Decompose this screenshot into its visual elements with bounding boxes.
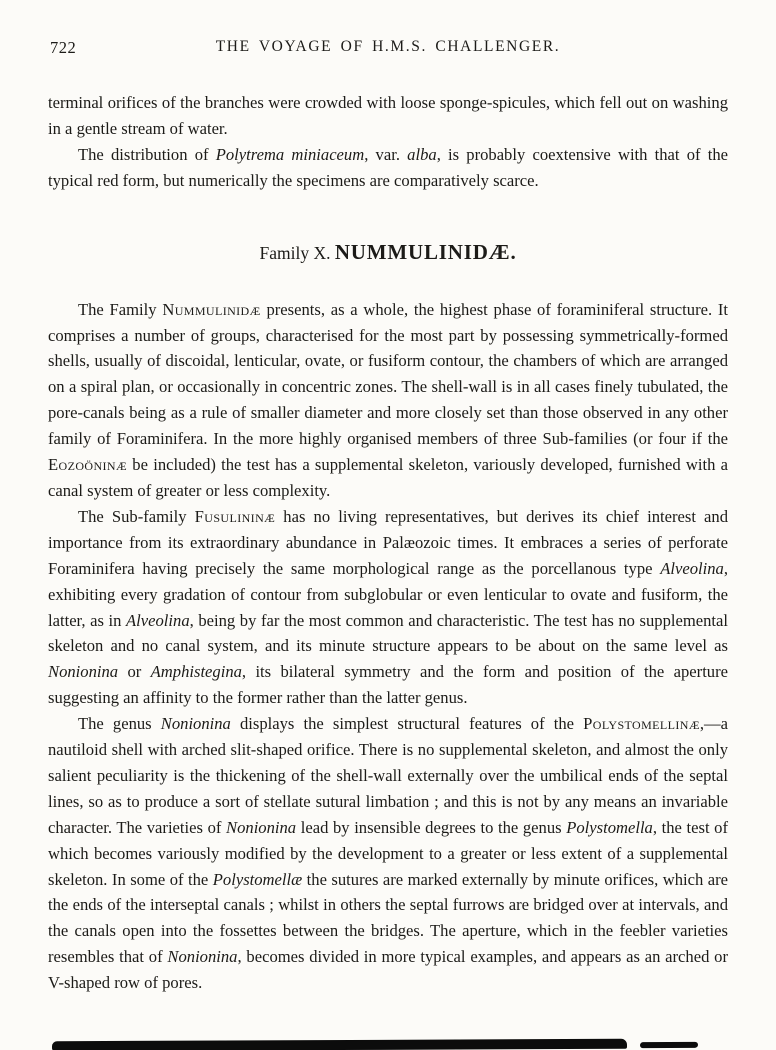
small-caps-text: Nummulinidæ — [162, 299, 261, 319]
paragraph-family-nummulinidae — [48, 297, 728, 504]
italic-text: Polystomella — [566, 817, 653, 837]
italic-text: Nonionina — [48, 662, 119, 682]
plain-text: , exhibiting every gradation of contour from subglobular or even lenticular to ovate and fusiform, the latter, as in — [48, 558, 728, 630]
italic-text: Polytrema miniaceum — [215, 144, 365, 164]
plain-text: , being by far the most common and characteristic. The test has no supplemental skeleton and no canal system, and its minute structure appears to be about on the same level as — [48, 610, 728, 656]
plain-text: , becomes divided in more typical examples, and appears as an arched or V-shaped row of pores. — [48, 947, 728, 993]
italic-text: Nonionina — [160, 714, 231, 734]
plain-text: , is probably coextensive with that of the typical red form, but numerically the specimens are comparatively scarce. — [48, 144, 729, 190]
italic-text: Alveolina — [660, 558, 724, 578]
small-caps-text: Polystomellinæ — [583, 714, 700, 734]
plain-text: ,—a nautiloid shell with arched slit-shaped orifice. There is no supplemental skeleton, and almost the only salient peculiarity is the thickening of the shell-wall externally over the umbilical ends of the septal lines, so as to produce a sort of stellate sutural limbation ; and this is not by any means an invariable character. The varieties of — [48, 714, 729, 837]
italic-text: Nonionina — [167, 947, 238, 967]
plain-text: The distribution of — [78, 144, 216, 164]
plain-text: presents, as a whole, the highest phase of foraminiferal structure. It comprises a number of groups, characterised for the most part by possessing symmetrically-formed shells, usually of discoidal, lenticular, ovate, or fusiform contour, the chambers of which are arranged on a spiral plan, or occasionally in concentric zones. The shell-wall is in all cases finely tubulated, the pore-canals being as a rule of smaller diameter and more closely set than those observed in any other family of Foraminifera. In the more highly organised members of three Sub-families (or four if the — [48, 299, 728, 449]
plain-text: has no living representatives, but derives its chief interest and importance from its extraordinary abundance in Palæozoic times. It embraces a series of perforate Foraminifera having precisely the same morphological range as the porcellanous type — [48, 506, 728, 578]
plain-text: displays the simplest structural features of the — [230, 714, 584, 734]
plain-text: be included) the test has a supplemental skeleton, variously developed, furnished with a canal system of greater or less complexity. — [48, 455, 728, 500]
section-heading-family-name: NUMMULINIDÆ. — [334, 239, 517, 264]
italic-text: alba — [407, 144, 437, 164]
italic-text: Amphistegina — [150, 662, 242, 682]
italic-text: Nonionina — [226, 817, 297, 837]
italic-text: Alveolina — [126, 610, 190, 630]
italic-text: Polystomellæ — [212, 869, 303, 889]
scan-edge-artifact-small — [640, 1042, 698, 1048]
scan-edge-artifact — [52, 1039, 627, 1050]
paragraph-subfamily-fusulininae — [48, 504, 728, 711]
plain-text: The genus — [78, 714, 161, 734]
small-caps-text: Eozoöninæ — [48, 455, 128, 475]
running-head — [48, 38, 728, 60]
plain-text: The Sub-family — [78, 506, 195, 526]
section-heading — [48, 240, 728, 265]
plain-text: the sutures are marked externally by minute orifices, which are the ends of the interseptal canals ; whilst in others the septal furrows are bridged over at intervals, and the canals open into the fossettes between the bridges. The aperture, which in the feebler varieties resembles that of — [48, 869, 728, 967]
paragraph-continuation — [48, 90, 728, 142]
plain-text: terminal orifices of the branches were crowded with loose sponge-spicules, which fell out on washing in a gentle stream of water. — [48, 93, 728, 138]
plain-text: lead by insensible degrees to the genus — [296, 817, 567, 837]
plain-text: The Family — [78, 299, 163, 319]
running-title: THE VOYAGE OF H.M.S. CHALLENGER. — [215, 38, 561, 55]
section-heading-prefix: Family X. — [259, 242, 335, 263]
plain-text: , var. — [364, 144, 408, 164]
plain-text: or — [118, 662, 151, 682]
page-body — [48, 90, 728, 996]
small-caps-text: Fusulininæ — [194, 506, 276, 526]
page-number: 722 — [50, 38, 77, 57]
paragraph-distribution — [48, 142, 728, 194]
paragraph-genus-nonionina — [48, 711, 728, 996]
plain-text: , the test of which becomes variously modified by the development to a greater or less extent of a supplemental skeleton. In some of the — [48, 817, 729, 889]
plain-text: , its bilateral symmetry and the form and position of the aperture suggesting an affinity to the former rather than the latter genus. — [48, 662, 728, 708]
